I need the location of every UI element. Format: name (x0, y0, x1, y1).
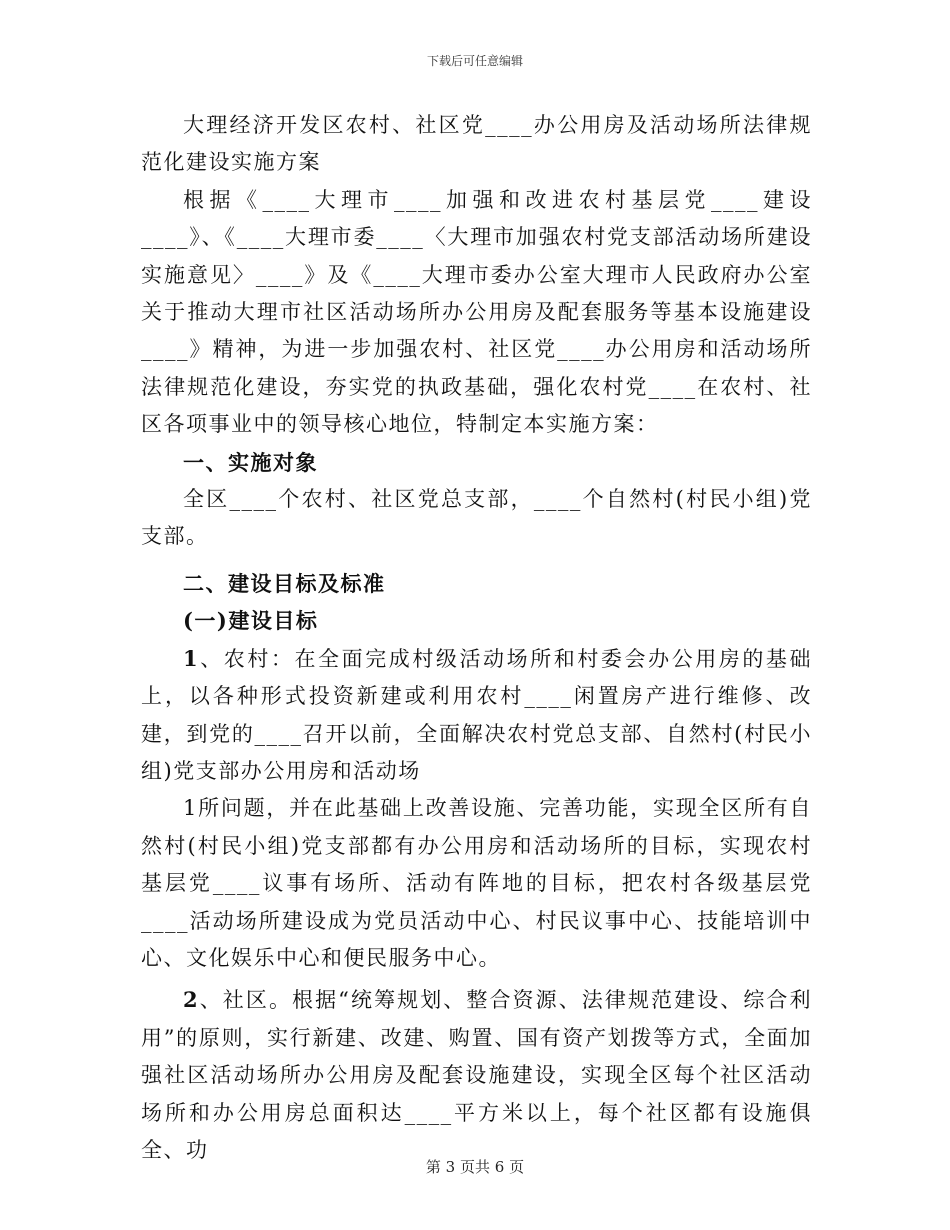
section2-sub1-heading: (一)建设目标 (183, 608, 319, 634)
item2-label: 2 (183, 987, 200, 1013)
section1-body: 全区____个农村、社区党总支部，____个自然村(村民小组)党支部。 (141, 487, 812, 549)
document-title: 大理经济开发区农村、社区党____办公用房及活动场所法律规范化建设实施方案 (141, 113, 812, 175)
document-body (141, 107, 812, 1169)
item2-paragraph (141, 981, 812, 1169)
intro-paragraph: 根据《____大理市____加强和改进农村基层党____建设____》、《____大理市委____〈大理市加强农村党支部活动场所建设实施意见〉____》及《____大理市委办公室大理市人民政府办公室关于推动大理市社区活动场所办公用房及配套服务等基本设施建设____》精神，为进一步加强农村、社区党____办公用房和活动场所法律规范化建设，夯实党的执政基础，强化农村党____在农村、社区各项事业中的领导核心地位，特制定本实施方案： (141, 187, 812, 437)
page-header: 下载后可任意编辑 (426, 54, 523, 68)
section2-heading: 二、建设目标及标准 (183, 570, 386, 596)
item1-continuation: 1所问题，并在此基础上改善设施、完善功能，实现全区所有自然村(村民小组)党支部都有办公用房和活动场所的目标，实现农村基层党____议事有场所、活动有阵地的目标，把农村各级基层党____活动场所建设成为党员活动中心、村民议事中心、技能培训中心、文化娱乐中心和便民服务中心。 (141, 796, 812, 970)
section1-heading: 一、实施对象 (183, 449, 318, 475)
page-footer: 第 3 页共 6 页 (425, 1158, 525, 1176)
item2-text: 、社区。根据“统筹规划、整合资源、法律规范建设、综合利用”的原则，实行新建、改建、购置、国有资产划拨等方式，全面加强社区活动场所办公用房及配套设施建设，实现全区每个社区活动场所和办公用房总面积达____平方米以上，每个社区都有设施俱全、功 (141, 988, 812, 1162)
item1-text: 、农村：在全面完成村级活动场所和村委会办公用房的基础上，以各种形式投资新建或利用农村____闲置房产进行维修、改建，到党的____召开以前，全面解决农村党总支部、自然村(村民小组)党支部办公用房和活动场 (141, 646, 812, 783)
item1-paragraph (141, 640, 812, 791)
item1-label: 1 (183, 645, 200, 671)
